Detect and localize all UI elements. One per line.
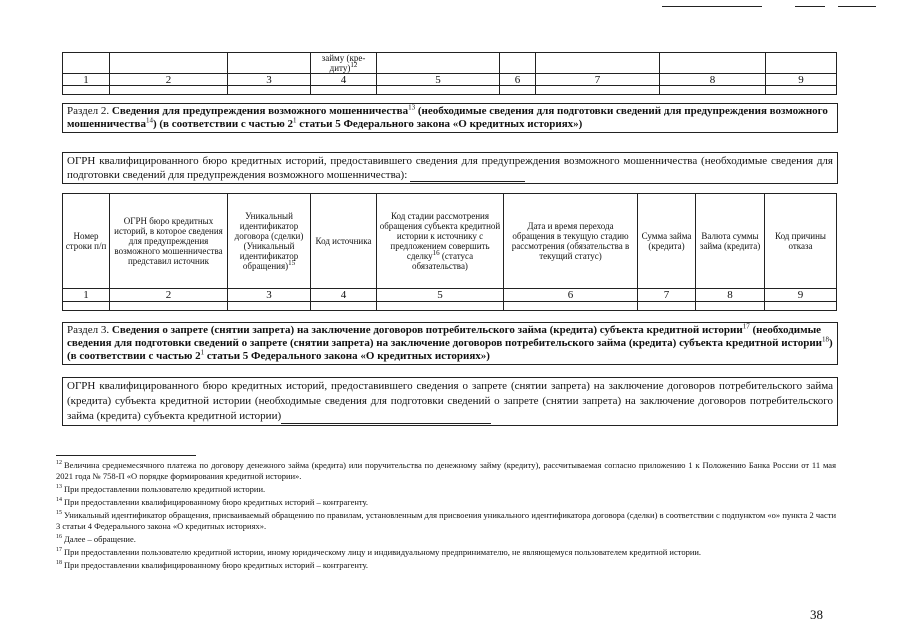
header-cell: Код причины отказа (765, 194, 837, 289)
ogrn-section-2: ОГРН квалифицированного бюро кредитных историй, предоставившего сведения для предупреждения возможного мошенничества (необходимые сведения для подготовки сведений для предупреждения возможного мошенничества): (62, 152, 838, 184)
header-cell: Уникальный идентификатор договора (сделки) (Уникальный идентификатор обращения)$^{15}$ (228, 194, 311, 289)
footnote: $^{14}$ При предоставлении квалифицированному бюро кредитных историй – контрагенту. (56, 497, 369, 507)
table-continuation (62, 52, 836, 95)
footnote: $^{17}$ При предоставлении пользователю кредитной истории, иному юридическому лицу и индивидуальному предпринимателю, не являющемуся пользователем кредитной истории. (56, 547, 702, 557)
fill-in-blank (281, 413, 491, 424)
ogrn-section-3: ОГРН квалифицированного бюро кредитных историй, предоставившего сведения о запрете (снятии запрета) на заключение договоров потребительского займа (кредита) субъекта кредитной истории (необходимые сведения для подготовки сведений о запрете (снятии запрета) на заключение договоров потребительского займа (кредита) субъекта кредитной истории) (62, 377, 838, 426)
table-row (63, 53, 837, 74)
header-rule (838, 6, 876, 7)
footnote: $^{18}$ При предоставлении квалифицированному бюро кредитных историй – контрагенту. (56, 560, 369, 570)
header-cell: Дата и время перехода обращения в текущую стадию рассмотрения (обязательства в текущий статус) (504, 194, 638, 289)
section-2-heading: Раздел 2. Сведения для предупреждения возможного мошенничества$^{13}$ (необходимые сведения для подготовки сведений для предупреждения возможного мошенничества$^{14}$) (в соответствии с частью $2^1$ статьи 5 Федерального закона «О кредитных историях») (62, 103, 838, 133)
column-numbers-row: 1 2 3 4 5 6 7 8 9 (63, 289, 837, 302)
footnote: $^{15}$ Уникальный идентификатор обращения, присваиваемый обращению по правилам, установленным для присвоения уникального идентификатора договора (сделки) в соответствии с подпунктом «о» пункта 2 части 3 статьи 4 Федерального закона «О кредитных историях». (56, 510, 836, 531)
table-row (63, 302, 837, 311)
footnote: $^{16}$ Далее – обращение. (56, 534, 136, 544)
footnote-separator (56, 455, 196, 456)
header-cell: Код стадии рассмотрения обращения субъекта кредитной истории к источнику с предложением совершить сделку$^{16}$ (статуса обязательства) (377, 194, 504, 289)
header-cell: ОГРН бюро кредитных историй, в которое сведения для предупреждения возможного мошенничества представил источник (110, 194, 228, 289)
section-3-heading: Раздел 3. Сведения о запрете (снятии запрета) на заключение договоров потребительского займа (кредита) субъекта кредитной истории$^{17}$ (необходимые сведения для подготовки сведений о запрете (снятии запрета) на заключение договоров потребительского займа (кредита) субъекта кредитной истории$^{18}$) (в соответствии с частью $2^1$ статьи 5 Федерального закона «О кредитных историях») (62, 322, 838, 365)
footnotes (56, 460, 836, 573)
header-rule (795, 6, 825, 7)
header-cell: Номер строки п/п (63, 194, 110, 289)
fill-in-blank (410, 171, 525, 182)
column-numbers-row: 1 2 3 4 5 6 7 8 9 (63, 74, 837, 86)
header-rule (662, 6, 762, 7)
table-header-row (63, 194, 837, 289)
table-cell: займу (кре-диту)$^{12}$ (311, 53, 377, 74)
header-cell: Сумма займа (кредита) (638, 194, 696, 289)
footnote: $^{13}$ При предоставлении пользователю кредитной истории. (56, 484, 266, 494)
table-row (63, 86, 837, 95)
header-cell: Код источника (311, 194, 377, 289)
footnote: $^{12}$ Величина среднемесячного платежа по договору денежного займа (кредита) или поручительства по денежному займу (кредиту), рассчитываемая согласно приложению 1 к Положению Банка России от 11 мая 2021 года № 758-П «О порядке формирования кредитной истории». (56, 460, 836, 481)
header-cell: Валюта суммы займа (кредита) (696, 194, 765, 289)
page-number: 38 (810, 607, 823, 622)
fraud-info-table (62, 193, 836, 311)
